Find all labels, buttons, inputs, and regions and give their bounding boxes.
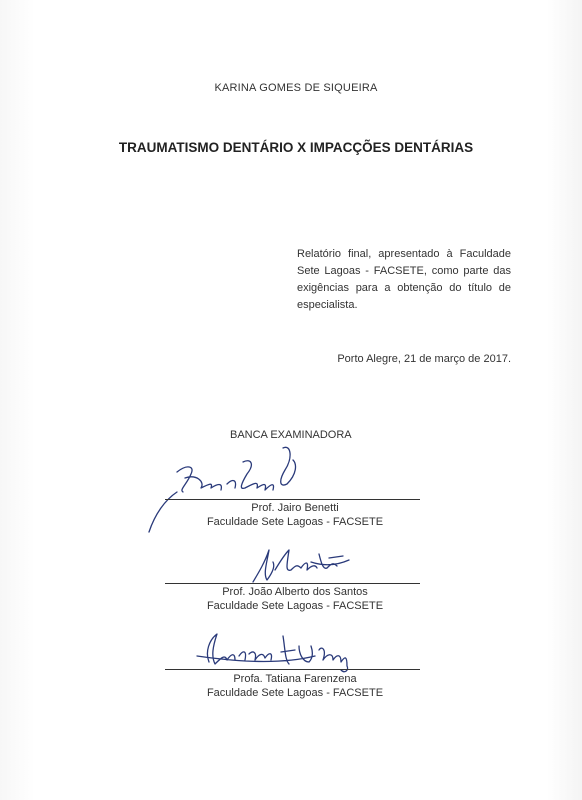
examiner-institution: Faculdade Sete Lagoas - FACSETE xyxy=(206,600,384,612)
author-name: KARINA GOMES DE SIQUEIRA xyxy=(214,82,378,94)
examiner-institution: Faculdade Sete Lagoas - FACSETE xyxy=(206,687,384,699)
signature-line xyxy=(165,669,420,670)
examiner-name: Prof. João Alberto dos Santos xyxy=(222,586,368,598)
examiner-name: Prof. Jairo Benetti xyxy=(251,502,339,514)
place-and-date: Porto Alegre, 21 de março de 2017. xyxy=(337,353,511,365)
purpose-statement: Relatório final, apresentado à Faculdade Sete Lagoas - FACSETE, como parte das exigências para a obtenção do título de especialista. xyxy=(297,248,511,311)
signature-2 xyxy=(245,542,355,592)
examiner-name: Profa. Tatiana Farenzena xyxy=(233,673,357,685)
document-title: TRAUMATISMO DENTÁRIO X IMPACÇÕES DENTÁRIAS xyxy=(118,140,474,155)
examiner-institution: Faculdade Sete Lagoas - FACSETE xyxy=(206,516,384,528)
examining-board-heading: BANCA EXAMINADORA xyxy=(230,429,352,441)
signature-line xyxy=(165,583,420,584)
signature-line xyxy=(165,499,420,500)
